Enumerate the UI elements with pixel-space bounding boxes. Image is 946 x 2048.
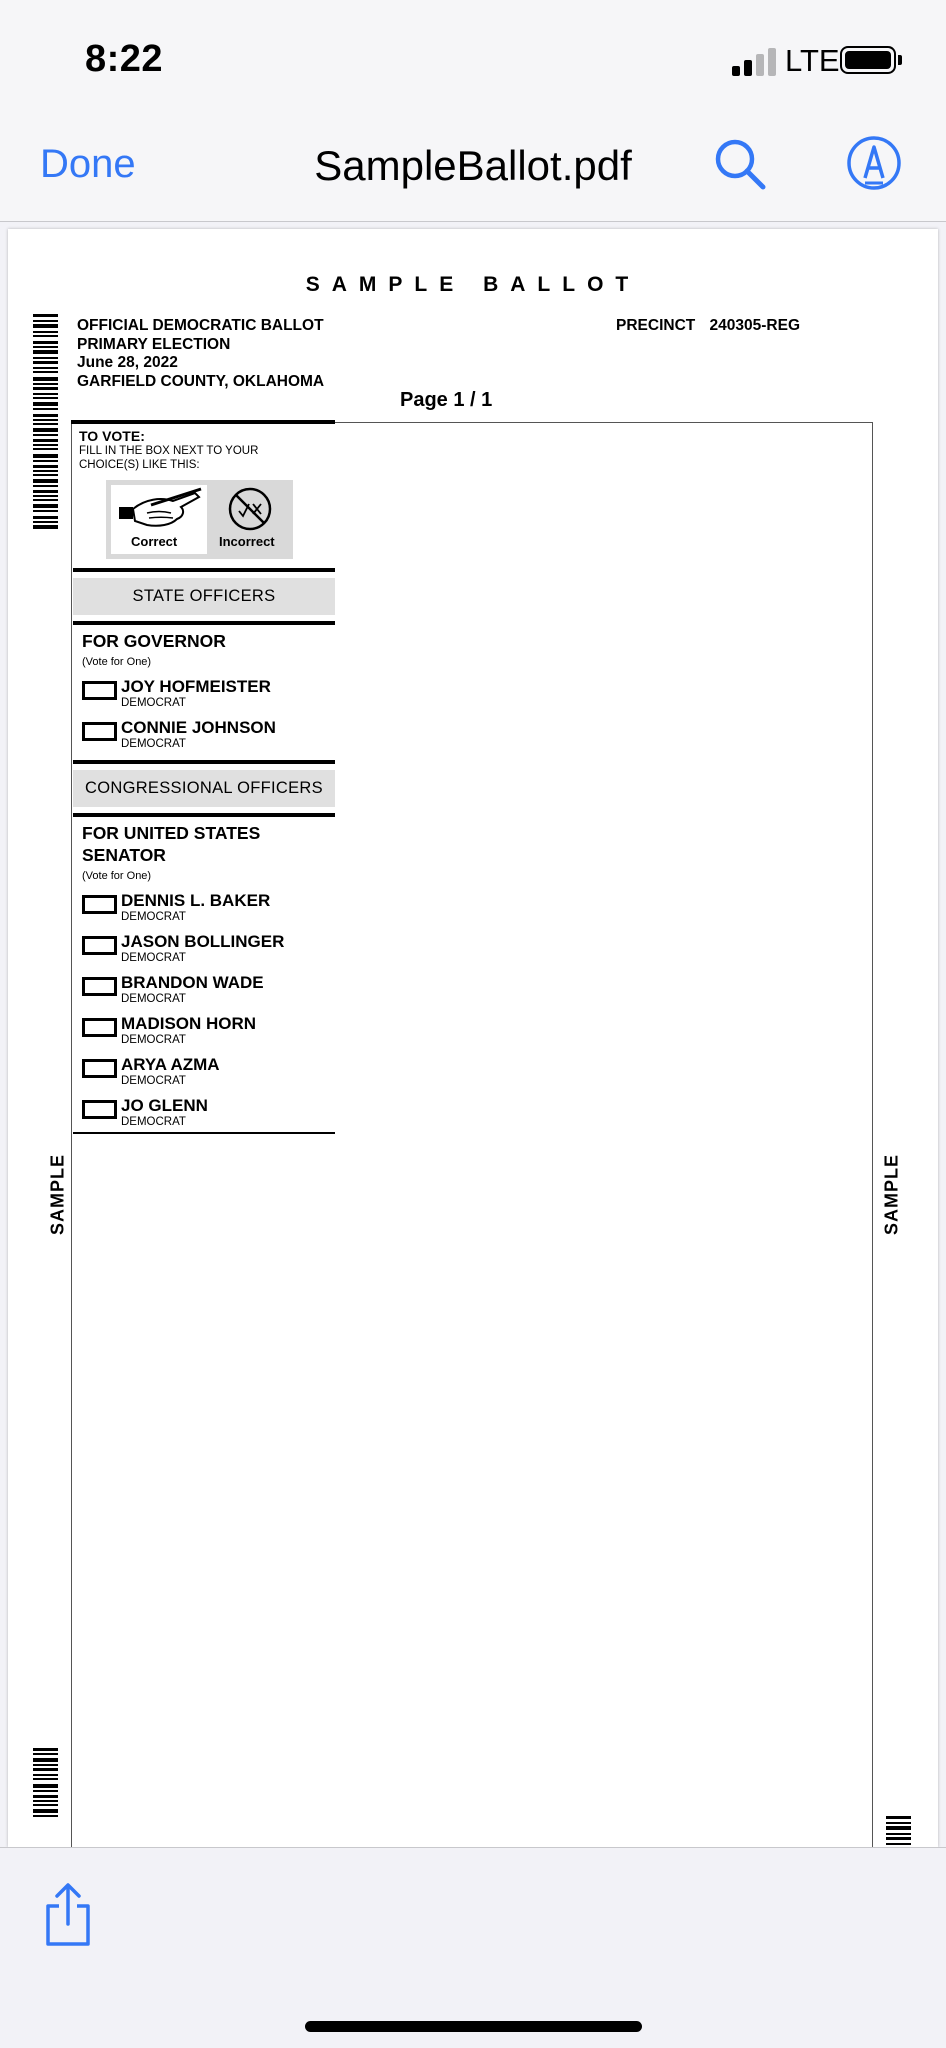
- vote-box[interactable]: [82, 722, 117, 741]
- candidate-party: DEMOCRAT: [121, 993, 186, 1005]
- search-icon: [710, 134, 770, 194]
- voting-instructions: [73, 424, 335, 472]
- vote-box[interactable]: [82, 1100, 117, 1119]
- vote-for-instruction: (Vote for One): [82, 870, 152, 882]
- instructions-text: FILL IN THE BOX NEXT TO YOUR: [79, 445, 259, 457]
- candidate-row: [82, 1096, 335, 1128]
- ballot-title: SAMPLE BALLOT: [305, 273, 641, 296]
- hand-marking-icon: [111, 485, 207, 535]
- done-button[interactable]: Done: [40, 142, 136, 186]
- side-label-right: SAMPLE: [881, 1154, 902, 1236]
- candidate-row: [82, 891, 335, 923]
- cellular-signal-icon: [732, 48, 776, 76]
- race-us-senator: [73, 817, 335, 1128]
- battery-tip: [898, 55, 902, 65]
- vote-box[interactable]: [82, 1018, 117, 1037]
- side-label-left: SAMPLE: [47, 1154, 68, 1236]
- page-number: Page 1 / 1: [400, 389, 493, 411]
- candidate-name: MADISON HORN: [121, 1014, 257, 1033]
- header-line: GARFIELD COUNTY, OKLAHOMA: [77, 372, 325, 390]
- network-type: LTE: [785, 43, 840, 78]
- candidate-row: [82, 1055, 335, 1087]
- race-governor: [73, 625, 335, 750]
- search-button[interactable]: [710, 134, 770, 194]
- candidate-name: JASON BOLLINGER: [121, 932, 285, 951]
- candidate-party: DEMOCRAT: [121, 697, 186, 709]
- marking-example: [106, 480, 293, 559]
- candidate-name: CONNIE JOHNSON: [121, 718, 276, 737]
- candidate-row: [82, 718, 335, 750]
- vote-box[interactable]: [82, 936, 117, 955]
- header-line: PRIMARY ELECTION: [77, 335, 231, 353]
- document-title: SampleBallot.pdf: [314, 142, 632, 189]
- nav-bar: [0, 120, 946, 222]
- candidate-row: [82, 677, 335, 709]
- incorrect-marks-icon: [226, 486, 274, 532]
- ballot-column: [73, 424, 335, 1134]
- candidate-party: DEMOCRAT: [121, 911, 186, 923]
- barcode-bottom-right: [886, 1816, 911, 1845]
- divider: [73, 760, 335, 764]
- battery-icon: [840, 46, 896, 74]
- candidate-party: DEMOCRAT: [121, 1075, 186, 1087]
- candidate-name: BRANDON WADE: [121, 973, 264, 992]
- precinct-label: PRECINCT 240305-REG: [616, 317, 801, 334]
- pdf-page[interactable]: [8, 229, 938, 1847]
- divider: [73, 1132, 335, 1134]
- markup-button[interactable]: [845, 134, 903, 192]
- instructions-title: TO VOTE:: [79, 428, 145, 444]
- candidate-party: DEMOCRAT: [121, 952, 186, 964]
- header-line: June 28, 2022: [77, 354, 178, 371]
- race-title: SENATOR: [82, 845, 166, 865]
- section-heading-state-officers: STATE OFFICERS: [73, 578, 335, 615]
- vote-box[interactable]: [82, 1059, 117, 1078]
- instructions-text: CHOICE(S) LIKE THIS:: [79, 459, 200, 471]
- candidate-row: [82, 1014, 335, 1046]
- vote-box[interactable]: [82, 895, 117, 914]
- home-indicator[interactable]: [305, 2021, 642, 2032]
- status-bar: [0, 0, 946, 120]
- ballot-header: [77, 317, 324, 391]
- status-time: 8:22: [85, 38, 164, 80]
- barcode-top-left: [33, 314, 58, 529]
- markup-icon: [845, 134, 903, 192]
- race-title: FOR GOVERNOR: [82, 631, 226, 651]
- candidate-name: JOY HOFMEISTER: [121, 677, 271, 696]
- header-line: OFFICIAL DEMOCRATIC BALLOT: [77, 317, 324, 334]
- incorrect-label: Incorrect: [219, 534, 275, 549]
- candidate-name: JO GLENN: [121, 1096, 208, 1115]
- candidate-name: ARYA AZMA: [121, 1055, 220, 1074]
- candidate-party: DEMOCRAT: [121, 1116, 186, 1128]
- candidate-party: DEMOCRAT: [121, 738, 186, 750]
- race-title: FOR UNITED STATES: [82, 823, 261, 843]
- correct-label: Correct: [131, 534, 178, 549]
- correct-example: [111, 485, 207, 554]
- candidate-name: DENNIS L. BAKER: [121, 891, 271, 910]
- section-heading-congressional-officers: CONGRESSIONAL OFFICERS: [73, 770, 335, 807]
- candidate-row: [82, 932, 335, 964]
- share-button[interactable]: [40, 1880, 96, 1950]
- divider: [73, 568, 335, 572]
- share-icon: [40, 1880, 96, 1950]
- candidate-party: DEMOCRAT: [121, 1034, 186, 1046]
- candidate-row: [82, 973, 335, 1005]
- bottom-toolbar: [0, 1847, 946, 2048]
- vote-box[interactable]: [82, 977, 117, 996]
- vote-box[interactable]: [82, 681, 117, 700]
- barcode-bottom-left: [33, 1748, 58, 1817]
- vote-for-instruction: (Vote for One): [82, 656, 152, 668]
